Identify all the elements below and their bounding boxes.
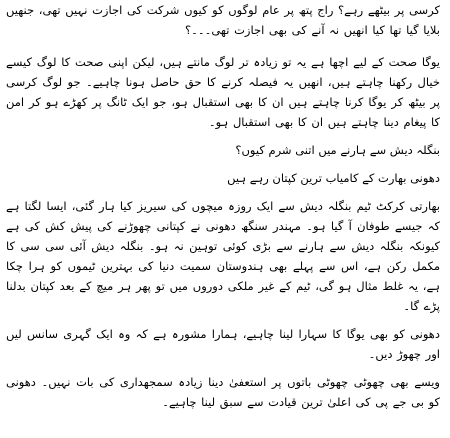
image-caption-dhoni: دھونی بھارت کے کامیاب ترین کپتان رہے ہیں [227,171,440,185]
paragraph-chair-question: کرسی پر بیٹھے رہے؟ راج پتھ پر عام لوگوں کو کیوں شرکت کی اجازت نہیں تھی، جنھیں بلایا گیا تھا کیا انھیں نہ آنے کی بھی اجازت تھی۔۔۔؟ [6,3,440,37]
paragraph-resignation: ویسے بھی چھوٹی چھوٹی باتوں پر استعفیٰ دینا زیادہ سمجھداری کی بات نہیں۔ دھونی کو بی جے پی کی اعلیٰ ترین قیادت سے سبق لینا چاہیے۔ [6,375,440,409]
paragraph-dhoni-yoga: دھونی کو بھی یوگا کا سہارا لینا چاہیے، ہمارا مشورہ ہے کہ وہ ایک گہری سانس لیں اور چھوڑ دیں۔ [6,327,440,361]
paragraph-yoga-health: یوگا صحت کے لیے اچھا ہے یہ تو زیادہ تر لوگ مانتے ہیں، لیکن اپنی صحت کا لوگ کیسے خیال رکھنا چاہتے ہیں، انھیں یہ فیصلہ کرنے کا حق حاصل ہونا چاہیے۔ جو لوگ کرسی پر بیٹھ کر یوگا کرنا چاہتے ہیں ان کا بھی استقبال ہو، جو ایک ٹانگ پر کھڑے ہو کر امن کا پیغام دینا چاہتے ہیں ان کا بھی استقبال ہو۔ [6,55,440,129]
subheading-bangladesh-loss: بنگلہ دیش سے ہارنے میں اتنی شرم کیوں؟ [235,143,440,157]
paragraph-cricket-series: بھارتی کرکٹ ٹیم بنگلہ دیش سے ایک روزہ میچوں کی سیریز کیا ہار گئی، ایسا لگتا ہے کہ جیسے طوفان آ گیا ہو۔ مہندر سنگھ دھونی نے کپتانی چھوڑنے کی پیش کش کی ہے کیونکہ بنگلہ دیش سے ہارنے سے بڑی کوئی توہین نہ ہو۔ بنگلہ دیش آئی سی سی کا مکمل رکن ہے، اس سے پہلے بھی ہندوستان سمیت دنیا کی بہترین ٹیموں کو ہرا چکا ہے، یہ غلط مثال ہو گی، ٹیم کے غیر ملکی دوروں میں تو پھر ہر میچ کے بعد کپتان بدلنا پڑے گا۔ [6,199,440,313]
